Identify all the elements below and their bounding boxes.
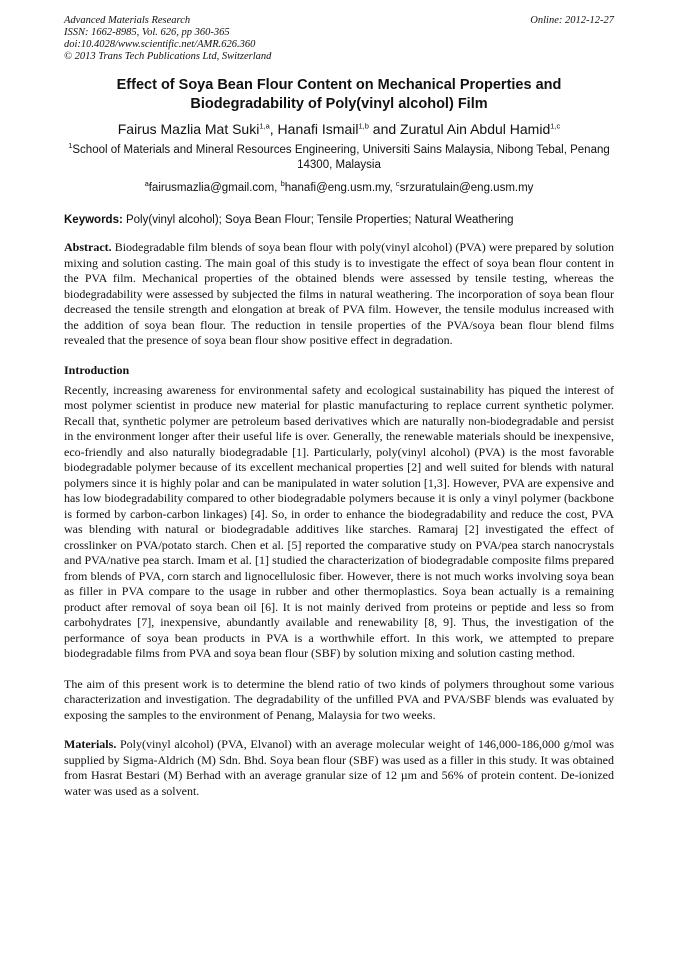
author-3: Zuratul Ain Abdul Hamid bbox=[400, 121, 551, 137]
email-a-marker: a bbox=[144, 179, 149, 189]
author-1: Fairus Mazlia Mat Suki bbox=[117, 121, 260, 137]
author-1-affil: 1,a bbox=[259, 121, 270, 131]
author-2: Hanafi Ismail bbox=[277, 121, 359, 137]
online-date: Online: 2012-12-27 bbox=[530, 15, 614, 26]
author-separator-2: and bbox=[368, 121, 401, 137]
title-line-1: Effect of Soya Bean Flour Content on Mechanical Properties and bbox=[116, 77, 562, 93]
copyright-line: © 2013 Trans Tech Publications Ltd, Switzerland bbox=[64, 51, 272, 62]
abstract bbox=[64, 240, 614, 349]
author-list bbox=[64, 120, 614, 138]
email-c-marker: c bbox=[395, 179, 400, 189]
introduction-heading: Introduction bbox=[64, 362, 130, 377]
materials-paragraph bbox=[64, 737, 614, 799]
doi-line: doi:10.4028/www.scientific.net/AMR.626.360 bbox=[64, 39, 256, 50]
keywords bbox=[64, 213, 614, 228]
author-emails bbox=[64, 181, 614, 196]
materials-text: Poly(vinyl alcohol) (PVA, Elvanol) with an average molecular weight of 146,000-186,000 g/mol was supplied by Sigma-Aldrich (M) Sdn. Bhd. Soya bean flour (SBF) was used as a filler in this study. It was obtained from Hasrat Bestari (M) Berhad with an average granular size of 12 µm and 56% of protein content. De-ionized water was used as a solvent. bbox=[64, 737, 614, 798]
email-b-marker: b bbox=[280, 179, 285, 189]
materials-label: Materials. bbox=[64, 737, 117, 751]
issn-line: ISSN: 1662-8985, Vol. 626, pp 360-365 bbox=[64, 27, 230, 38]
keywords-text: Poly(vinyl alcohol); Soya Bean Flour; Tensile Properties; Natural Weathering bbox=[122, 214, 514, 226]
keywords-label: Keywords: bbox=[64, 214, 123, 226]
journal-name: Advanced Materials Research bbox=[64, 15, 191, 26]
affiliation-marker: 1 bbox=[68, 141, 73, 151]
affiliation-text: School of Materials and Mineral Resources Engineering, Universiti Sains Malaysia, Nibong Tebal, Penang 14300, Malaysia bbox=[72, 144, 610, 171]
title-line-2: Biodegradability of Poly(vinyl alcohol) Film bbox=[190, 96, 488, 112]
email-b: hanafi@eng.usm.my, bbox=[284, 182, 396, 194]
email-a: fairusmazlia@gmail.com, bbox=[148, 182, 281, 194]
abstract-label: Abstract. bbox=[64, 240, 112, 254]
journal-header bbox=[64, 15, 614, 63]
abstract-text: Biodegradable film blends of soya bean flour with poly(vinyl alcohol) (PVA) were prepared by solution mixing and solution casting. The main goal of this study is to investigate the effect of soya bean flour content in the PVA film. Mechanical properties of the obtained blends were assessed by tensile testing, whereas the biodegradability were assessed by subjected the films in natural weathering. The incorporation of soya bean flour decreased the tensile strength and elongation at break of PVA film. However, the tensile modulus increased with the addition of soya bean flour. The reduction in tensile properties of the PVA/soya bean flour blend films revealed that the presence of soya bean flour show positive effect in degradation. bbox=[64, 240, 614, 347]
affiliation bbox=[64, 143, 614, 173]
paper-title bbox=[64, 76, 614, 114]
email-c: srzuratulain@eng.usm.my bbox=[399, 182, 534, 194]
author-3-affil: 1,c bbox=[550, 121, 561, 131]
author-separator-1: , bbox=[269, 121, 278, 137]
author-2-affil: 1,b bbox=[358, 121, 369, 131]
introduction-paragraph-1: Recently, increasing awareness for environmental safety and ecological sustainability has piqued the interest of most polymer scientist in produce new material for plastic manufacturing to replace current synthetic polymer. Recall that, synthetic polymer are petroleum based derivatives which are naturally non-biodegradable and persist in the environment longer after their useful life is over. Generally, the renewable materials should be inexpensive, eco-friendly and also naturally biodegradable [1]. Particularly, poly(vinyl alcohol) (PVA) is the most favorable biodegradable polymer because of its excellent mechanical properties [2] and well suited for blends with natural polymers since it is highly polar and can be manipulated in water solution [1,3]. However, PVA are expensive and has low biodegradability compared to other biodegradable polymers because it is only a vinyl polymer (backbone is formed by carbon-carbon linkages) [4]. So, in order to enhance the biodegradability and reduce the cost, PVA was blending with natural or biodegradable additives like starches. Ramaraj [2] investigated the effect of crosslinker on PVA/potato starch. Chen et al. [5] reported the comparative study on PVA/pea starch nanocrystals and PVA/native pea starch. Imam et al. [1] studied the characterization of biodegradable composite films prepared from blends of PVA, corn starch and lignocellulosic fiber. However, there is not much works involving soya bean as filler in PVA compare to the usage in rubber and other thermoplastics. Soya bean actually is a remaining product after removal of soya bean oil [6]. It is not mainly derived from proteins or peptide and less so from carbohydrates [7], inexpensive, abundantly available and renewability [8, 9]. Thus, the investigation of the performance of soya bean products in PVA is a worthwhile effort. In this work, we attempted to prepare biodegradable films from PVA and soya bean flour (SBF) by solution mixing and solution casting method. bbox=[64, 382, 614, 660]
introduction-paragraph-2: The aim of this present work is to determine the blend ratio of two kinds of polymers throughout some various characterization and investigation. The degradability of the unfilled PVA and PVA/SBF blends was evaluated by exposing the samples to the environment of Penang, Malaysia for two weeks. bbox=[64, 676, 614, 722]
